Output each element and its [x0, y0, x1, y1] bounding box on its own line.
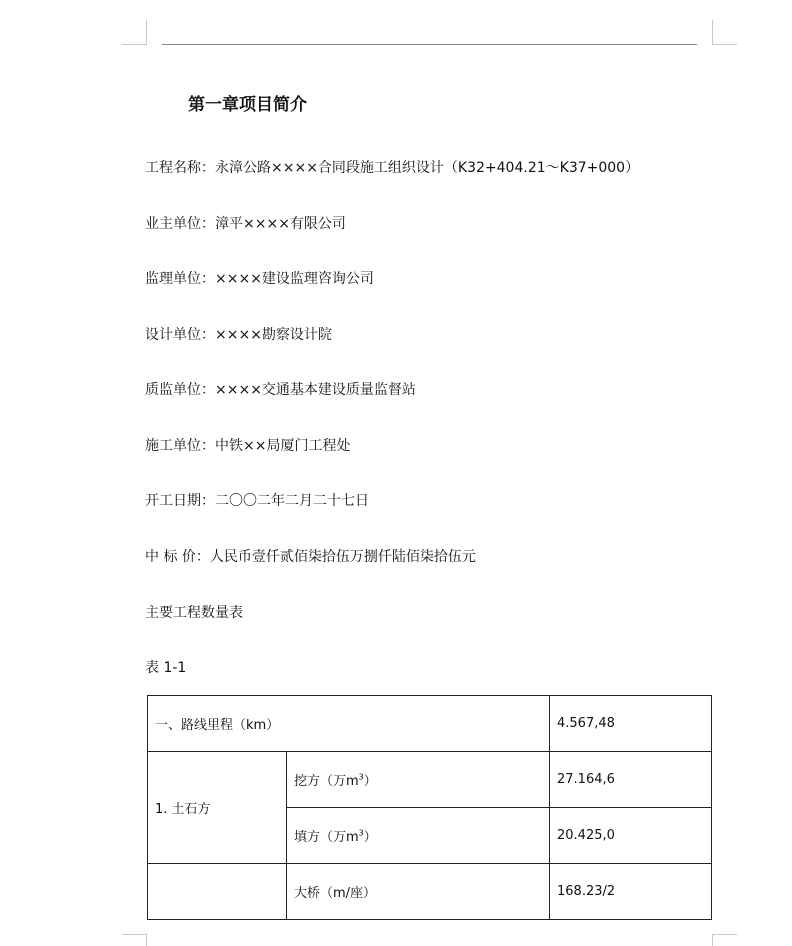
- cell-text: ）: [363, 774, 377, 789]
- info-value: 人民币壹仟贰佰柒拾伍万捌仟陆佰柒拾伍元: [209, 549, 476, 565]
- page-corner-mark: [122, 20, 147, 45]
- page-corner-mark: [122, 934, 147, 946]
- quantity-table: [147, 695, 712, 920]
- page-corner-mark: [712, 20, 737, 45]
- table-cell: [287, 808, 550, 864]
- info-value: ××××勘察设计院: [215, 327, 332, 343]
- table-row: [148, 752, 712, 808]
- superscript: 3: [358, 828, 364, 838]
- cell-text: 填方（万m: [294, 830, 359, 845]
- info-designer: [145, 324, 332, 344]
- header-rule: [162, 44, 697, 45]
- info-label: 工程名称：: [145, 160, 215, 176]
- table-heading: 主要工程数量表: [145, 605, 243, 621]
- info-label: 业主单位：: [145, 216, 215, 232]
- info-value: ××××建设监理咨询公司: [215, 271, 374, 287]
- table-cell: 1. 土石方: [148, 752, 287, 864]
- info-label: 开工日期：: [145, 493, 215, 509]
- info-quality: [145, 379, 416, 399]
- info-label: 质监单位：: [145, 382, 215, 398]
- info-label: 中 标 价：: [145, 549, 210, 565]
- superscript: 3: [358, 772, 364, 782]
- page-corner-mark: [712, 934, 737, 946]
- table-cell: 27.164,6: [550, 752, 712, 808]
- table-cell: [287, 752, 550, 808]
- info-bid-price: [145, 546, 476, 566]
- info-contractor: [145, 435, 350, 455]
- info-project-name: [145, 157, 639, 177]
- info-value: 漳平××××有限公司: [215, 216, 346, 232]
- info-start-date: [145, 490, 369, 510]
- table-cell: 一、路线里程（km）: [148, 696, 550, 752]
- info-value: 永漳公路××××合同段施工组织设计（K32+404.21～K37+000）: [215, 160, 640, 176]
- cell-text: ）: [363, 830, 377, 845]
- info-value: ××××交通基本建设质量监督站: [215, 382, 416, 398]
- info-value: 二〇〇二年二月二十七日: [215, 493, 369, 509]
- info-label: 监理单位：: [145, 271, 215, 287]
- table-cell: [148, 864, 287, 920]
- chapter-title: 第一章项目简介: [188, 95, 307, 115]
- table-cell: 大桥（m/座）: [287, 864, 550, 920]
- table-cell: 4.567,48: [550, 696, 712, 752]
- table-cell: 168.23/2: [550, 864, 712, 920]
- info-value: 中铁××局厦门工程处: [215, 438, 351, 454]
- table-row: [148, 696, 712, 752]
- table-cell: 20.425,0: [550, 808, 712, 864]
- table-row: [148, 864, 712, 920]
- info-label: 施工单位：: [145, 438, 215, 454]
- info-supervisor: [145, 268, 374, 288]
- info-label: 设计单位：: [145, 327, 215, 343]
- table-number: 表 1-1: [145, 660, 187, 676]
- info-owner: [145, 213, 346, 233]
- cell-text: 挖方（万m: [294, 774, 359, 789]
